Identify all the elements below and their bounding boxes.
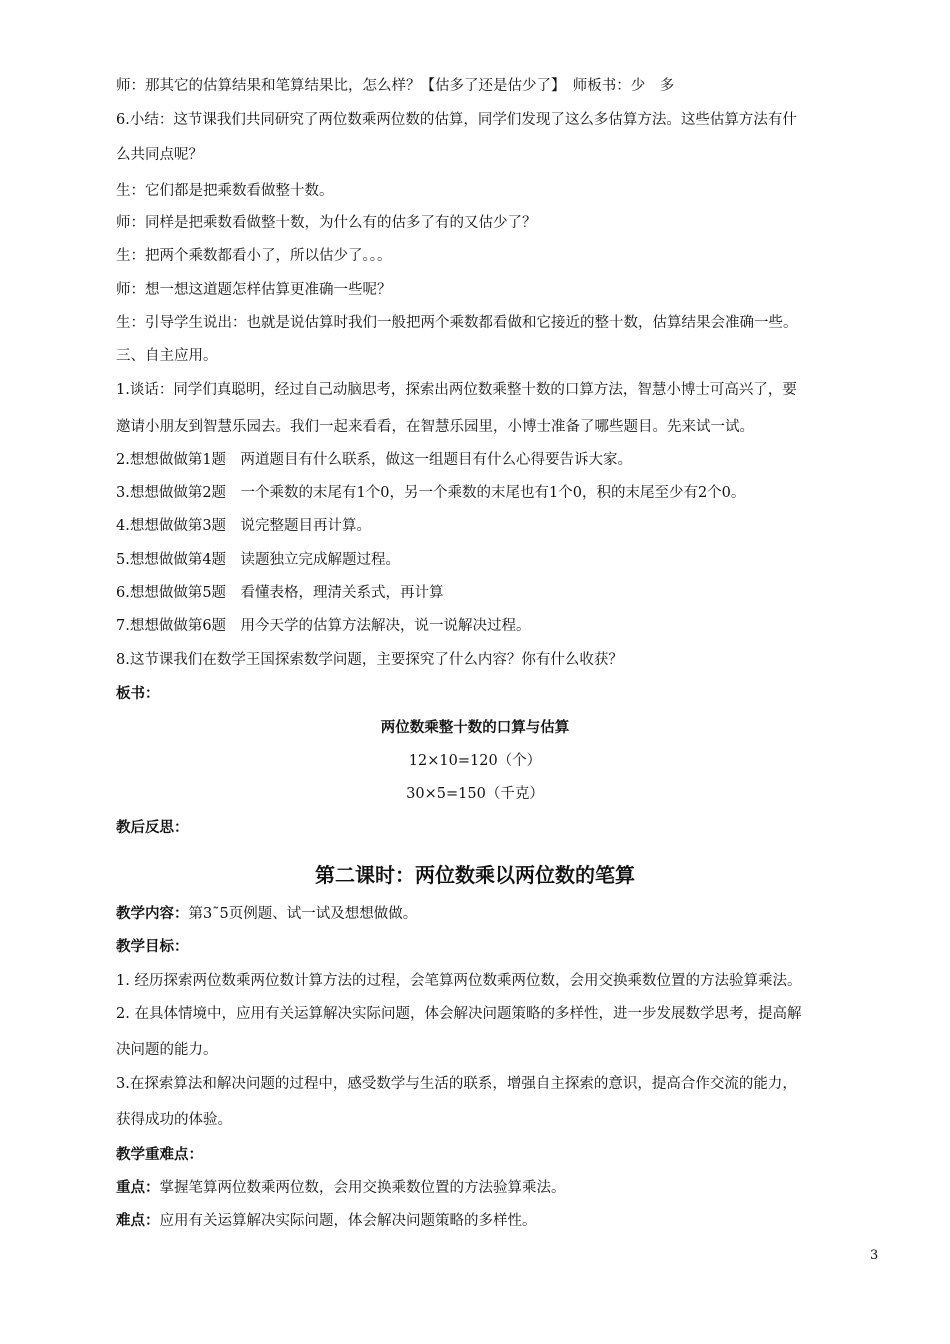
paragraph-line: 生：引导学生说出：也就是说估算时我们一般把两个乘数都看做和它接近的整十数，估算结果会准确一些。 (116, 315, 798, 331)
board-equation-2: 30×5=150（千克） (406, 786, 544, 802)
goal-item: 决问题的能力。 (116, 1042, 218, 1058)
paragraph-line: 生：把两个乘数都看小了，所以估少了。。。 (116, 248, 392, 264)
list-item: 4.想想做做第3题 说完整题目再计算。 (116, 518, 372, 534)
goal-item: 2. 在具体情境中，应用有关运算解决实际问题，体会解决问题策略的多样性，进一步发展数学思考，提高解 (116, 1006, 802, 1022)
difficult-point-label: 难点： (116, 1212, 160, 1229)
list-item: 8.这节课我们在数学王国探索数学问题，主要探究了什么内容？你有什么收获？ (116, 652, 623, 668)
lesson-title: 第二课时：两位数乘以两位数的笔算 (315, 863, 635, 887)
reflection-label: 教后反思： (116, 819, 189, 836)
teaching-content (116, 904, 891, 924)
board-equation-1: 12×10=120（个） (408, 753, 542, 769)
list-item: 2.想想做做第1题 两道题目有什么联系，做这一组题目有什么心得要告诉大家。 (116, 452, 633, 468)
key-point-text: 掌握笔算两位数乘两位数，会用交换乘数位置的方法验算乘法。 (159, 1180, 566, 1196)
paragraph-line: 1.谈话：同学们真聪明，经过自己动脑思考，探索出两位数乘整十数的口算方法，智慧小博士可高兴了，要 (116, 382, 797, 398)
list-item: 7.想想做做第6题 用今天学的估算方法解决，说一说解决过程。 (116, 618, 531, 634)
paragraph-line: 师：想一想这道题怎样估算更准确一些呢？ (116, 282, 392, 298)
goal-item: 3.在探索算法和解决问题的过程中，感受数学与生活的联系，增强自主探索的意识，提高合作交流的能力， (116, 1076, 797, 1092)
goal-item: 获得成功的体验。 (116, 1112, 232, 1128)
board-title: 两位数乘整十数的口算与估算 (380, 719, 570, 736)
paragraph-line: 师：那其它的估算结果和笔算结果比，怎么样？【估多了还是估少了】 师板书：少 多 (116, 78, 675, 94)
key-difficult-label: 教学重难点： (116, 1146, 203, 1163)
teaching-content-text: 第3˜5页例题、试一试及想想做做。 (188, 906, 418, 922)
paragraph-line: 么共同点呢？ (116, 147, 203, 163)
page-number: 3 (870, 1248, 879, 1263)
paragraph-line: 邀请小朋友到智慧乐园去。我们一起来看看，在智慧乐园里，小博士准备了哪些题目。先来试一试。 (116, 419, 754, 435)
difficult-point (116, 1211, 891, 1231)
key-point (116, 1178, 891, 1198)
list-item: 3.想想做做第2题 一个乘数的末尾有1个0，另一个乘数的末尾也有1个0，积的末尾至少有2个0。 (116, 485, 746, 501)
paragraph-line: 师：同样是把乘数看做整十数，为什么有的估多了有的又估少了？ (116, 215, 537, 231)
difficult-point-text: 应用有关运算解决实际问题，体会解决问题策略的多样性。 (159, 1213, 537, 1229)
list-item: 5.想想做做第4题 读题独立完成解题过程。 (116, 552, 401, 568)
section-heading: 三、自主应用。 (116, 348, 218, 364)
paragraph-line: 6.小结：这节课我们共同研究了两位数乘两位数的估算，同学们发现了这么多估算方法。这些估算方法有什 (116, 112, 797, 128)
goal-item: 1. 经历探索两位数乘两位数计算方法的过程，会笔算两位数乘两位数，会用交换乘数位置的方法验算乘法。 (116, 973, 802, 989)
board-label: 板书： (116, 685, 160, 702)
teaching-content-label: 教学内容： (116, 905, 189, 922)
list-item: 6.想想做做第5题 看懂表格，理清关系式，再计算 (116, 585, 444, 601)
teaching-goals-label: 教学目标： (116, 938, 189, 955)
paragraph-line: 生：它们都是把乘数看做整十数。 (116, 183, 334, 199)
key-point-label: 重点： (116, 1179, 160, 1196)
